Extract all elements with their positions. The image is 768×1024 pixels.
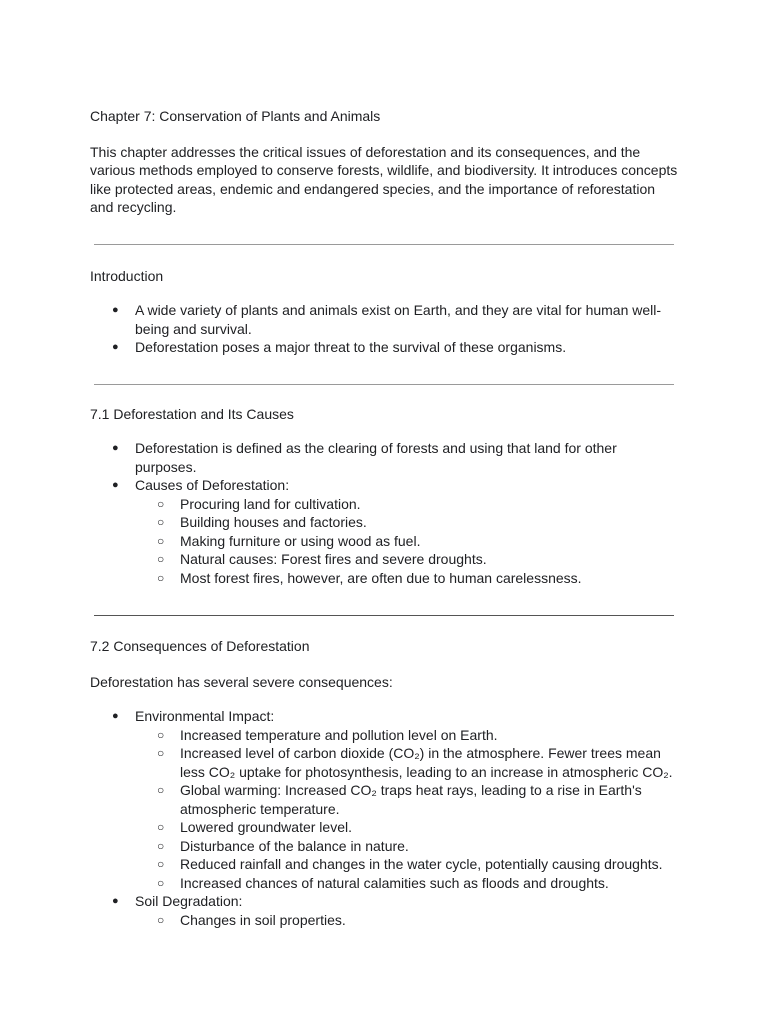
section-7-2-heading: 7.2 Consequences of Deforestation [90, 638, 310, 654]
sublist-item: ○ Most forest fires, however, are often due to human carelessness. [135, 569, 678, 588]
section-7-2-list [90, 707, 678, 929]
list-item [90, 892, 678, 929]
sublist-item: ○ Disturbance of the balance in nature. [135, 837, 678, 856]
sublist-item: ○ Global warming: Increased CO₂ traps heat rays, leading to a rise in Earth's atmospheric temperature. [135, 781, 678, 818]
sublist-item: ○ Increased temperature and pollution level on Earth. [135, 726, 678, 745]
chapter-summary: This chapter addresses the critical issues of deforestation and its consequences, and the various methods employed to conserve forests, wildlife, and biodiversity. It introduces concepts like protected areas, endemic and endangered species, and the importance of reforestation and recycling. [90, 143, 678, 215]
sublist-item: ○ Increased level of carbon dioxide (CO₂) in the atmosphere. Fewer trees mean less CO₂ uptake for photosynthesis, leading to an increase in atmospheric CO₂. [135, 744, 678, 781]
list-item [90, 476, 678, 587]
document-page [90, 107, 678, 929]
causes-label: Causes of Deforestation: [135, 477, 290, 493]
sublist-item: ○ Natural causes: Forest fires and severe droughts. [135, 550, 678, 569]
list-item: ● Deforestation poses a major threat to the survival of these organisms. [90, 338, 678, 357]
sublist-item: ○ Procuring land for cultivation. [135, 495, 678, 514]
introduction-heading: Introduction [90, 267, 164, 284]
environmental-sublist [135, 726, 678, 893]
consequences-lead: Deforestation has several severe consequences: [90, 673, 393, 690]
list-item [90, 707, 678, 892]
soil-degradation-label: Soil Degradation: [135, 893, 243, 909]
soil-sublist [135, 911, 678, 930]
sublist-item: ○ Increased chances of natural calamities such as floods and droughts. [135, 874, 678, 893]
list-item: ● A wide variety of plants and animals exist on Earth, and they are vital for human well-being and survival. [90, 301, 678, 338]
sublist-item: ○ Making furniture or using wood as fuel. [135, 532, 678, 551]
sublist-item: ○ Building houses and factories. [135, 513, 678, 532]
section-7-1-list [90, 439, 678, 587]
causes-sublist [135, 495, 678, 588]
sublist-item: ○ Lowered groundwater level. [135, 818, 678, 837]
list-item: ● Deforestation is defined as the clearing of forests and using that land for other purposes. [90, 439, 678, 476]
environmental-impact-label: Environmental Impact: [135, 708, 275, 724]
sublist-item: ○ Reduced rainfall and changes in the water cycle, potentially causing droughts. [135, 855, 678, 874]
chapter-title: Chapter 7: Conservation of Plants and Animals [90, 108, 381, 124]
introduction-list [90, 301, 678, 357]
sublist-item: ○ Changes in soil properties. [135, 911, 678, 930]
section-7-1-heading: 7.1 Deforestation and Its Causes [90, 405, 294, 422]
